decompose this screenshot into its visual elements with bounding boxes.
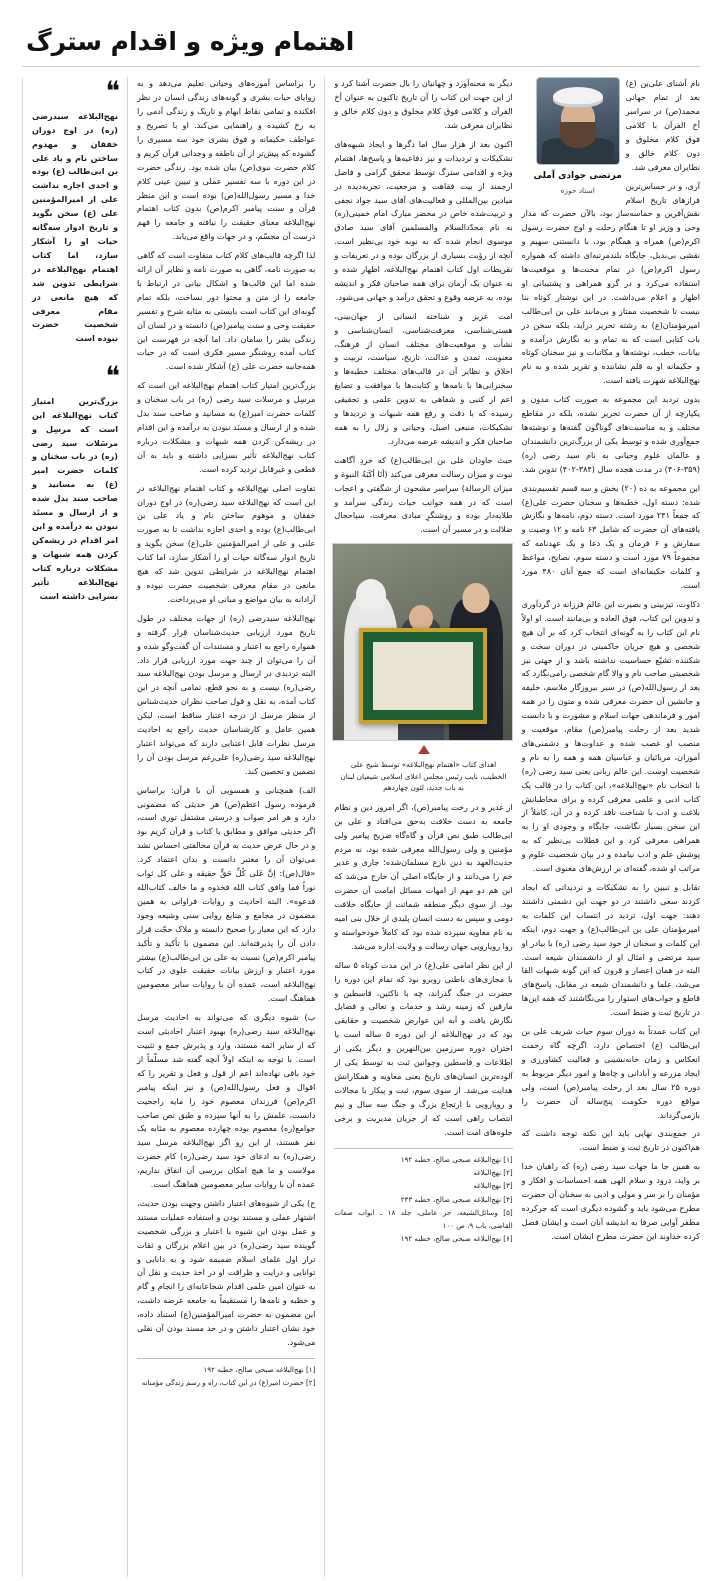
photo-award-ceremony — [332, 543, 512, 741]
paragraph: نام آشنای علی‌بن (ع) بعد از تمام جهانی محمد(ص) در سراسر أخ الفرآن با کلامی فوق کلام مخلوق و دون کلام خالق و نظایران معرفی شد. — [625, 78, 700, 172]
text-column-right — [137, 77, 315, 1577]
paragraph: ج) یکی از شیوه‌های اعتبار داشتن وجهت بودن حدیث، اشتهار عملی و مستند بودن و استفاده عملیات مستند و عمل بودن این شیوه با اعتبار و بزرگی شخصیت گوینده سید رضی(ره) در بین اعلام بزرگان و ثقات تراز اول علمای اسلام ضمیمه شود و به دانایی و توانایی و درایت و ظرافت او در اخذ حدیث و نقل آن به عنوان امین علمی اقدام شجاعانه‌ای را انجام و گام و خطبه و نامه‌ها را مستقیماً به جامعه عرضه داشت، این مضمون به حضرت امیرالمؤمنین(ع) استناد داده، خود نشان اعتبار داشتن و در حد مسند بودن آن نقلی می‌شود. — [137, 1197, 316, 1347]
cleric-portrait-avatar — [536, 77, 620, 165]
paragraph: به همین جا ما جهات سید رضی (ره) که راهبان خدا بر واید، درود و سلام الهی همه احساسات و افکار و مؤمنان را بر سر و مولی و ادبی به سخنان آن حضرت مطرح می‌شود باید و گشوده دیگری است که جرکرده مظفر آوایی صرفا به اندیشه آنان است و ایشان فضل کرده خداوند این حضرت مطرح ایشان است. — [521, 1161, 700, 1241]
paragraph: بزرگ‌ترین امتیاز کتاب اهتمام نهج‌البلاغه این است که مرسِل و مرسلات سید رضی (ره) در باب سخنان و کلمات حضرت امیر(ع) به مسانید و صاحب سند بدل شده و از ارسال و مسنَد نبودن به درآمده و این اقدام در ریشه‌کن کردن همه شبهات و مشکلات درباره کتاب نهج‌البلاغه تأثیر بسزایی داشته و باید به آن قطعی و غیرقابل تردید کرده است. — [137, 380, 316, 474]
pullquote-1 — [32, 76, 119, 346]
paragraph: این مجموعه به ده (۲۰) بخش و سه قسم تقسیم‌بندی شده: دسته اول، خطبه‌ها و سخنان حضرت علی(ع) که جمعاً ۲۴۱ مورد است. دسته دوم، نامه‌ها و نگارش یافته‌های آن حضرت که شامل ۶۳ نامه و ۱۲ وصیت و سفارش و ۶ فرمان و یک دعا و یک عهدنامه که مجموعاً ۷۹ مورد است و دسته سوم، نصایح، مواعظ و کلمات حکیمانه‌ای است که جمع آنان ۴۸۰ مورد است. — [521, 482, 700, 590]
avatar-beard — [560, 122, 596, 148]
author-name: مرتضی جوادی آملی — [533, 171, 622, 182]
article-body — [22, 77, 700, 1577]
pullquote-2-text: بزرگ‌ترین امتیاز کتاب نهج‌البلاغه این است که مرسِل و مرسَلات سید رضی (ره) در باب سخنان و کلمات حضرت امیر (ع) به مسانید و صاحب سند بدل شده و از ارسال و مسنَد نبودن به درآمده و این امر اقدام در ریشه‌کن کردن همه شبهات و مشکلات درباره کتاب نهج‌البلاغه تأثیر بسزایی داشته است — [32, 395, 119, 601]
paragraph: بدون تردید این مجموعه به صورت کتاب مدون و یکپارچه از آن حضرت تحریر نشده، بلکه در مقاطع مختلف و به مناسبت‌های گوناگون گفته‌ها و نوشته‌ها جمع‌آوری شده و توسط یکی از بزرگ‌ترین دانشمندان و عالمان علوم وحیانی به نام سید رضی (ره) (۳۵۹-۴۰۶) در مدت هجده سال (۳۸۴-۴۰۲) تدوین شد. — [521, 394, 700, 474]
paragraph: امت عزیز و شناخته انسانی از جهان‌بینی، هستی‌شناسی، معرفت‌شناسی، انسان‌شناسی و نشأت و موقعیت‌های مختلف انسان از فرهنگ، معنویت، تمدن و عدالت، تاریخ، سیاست، تربیت و اخلاق و نظایر آن در قالب‌های مختلف خطبه‌ها و سخنرانی‌ها با نامه‌ها و کتابت‌ها با موافقت و تضایغ اعم از کتبی و شفاهی به تدوین علمی و تحقیقی رسیده که با دقت و رفع همه شبهات و تردیدها و تشکیکات، منبعی اصیل، وحیانی و زلال را به همه صاحبان فکر و اندیشه عرضه می‌دارد. — [334, 310, 513, 446]
footnotes-middle — [334, 1148, 512, 1246]
paragraph: نهج‌البلاغه سیدرضی (ره) از جهات مختلف در طول تاریخ مورد ارزیابی حدیث‌شناسان قرار گرفته و همواره راجع به اعتبار و مستندات آن گفت‌وگو شده و آن را می‌توان از چند جهت مورد ارزیابی قرار داد. البته تردیدی در ارسال و مرسل بودن نهج‌البلاغه سید رضی(ره) نیست و به نحو قطع، تمامی آنچه در این کتاب آمده، به نقل و قول صاحب نظران حدیث‌شناس از منظر مرسل از درجه اعتبار ساقط است، لیکن همین عامل و کارشناسان حدیث راجع به احادیث مرسل نظرات قابل اعتنایی دارند که می‌تواند اعتبار نهج‌البلاغه سید رضی(ره) علی‌رغم مرسل بودن آن را تضمین و تحصین کند. — [137, 612, 316, 776]
paragraph: اکنون بعد از هزار سال اما دگرها و ایجاد شبهه‌های تشکیکات و تردیدات و نیز دفاعیه‌ها و پاسخ‌ها، اهتمام ویژه و اقدامی سترگ توسط محقق گرامی و فاضل ارجمند از بیت فقاهت و مرجعیت، تجربه‌دیده در میادین بین‌المللی و فعالیت‌های آقای سید جواد نجفی و تربیت‌شده خاص در محضر مبارک امام خمینی(ره) به نام مجدّدالسلام والمسلمین آقای سید صادق موسوی انجام شده که به نوبه خود بی‌نظیر است. آنچه از رؤیت بسیاری از بزرگان بوده و در تعریفات و تقریظات اول کتاب اهتمام نهج‌البلاغه، اظهار شده و به عنوان یک آرمان برای همه صاحبان فکر و اندیشه بوده، به عرضه وقوع و تحقق درآمد و جهانی می‌شود. — [334, 138, 513, 302]
paragraph: حیث جاودان علی بن ابی‌طالب(ع) که خردِ آگاهت نبوت و میزان رسالت معرفی می‌کند (أنَا أکَبَةُ النبوة و میزان الرسالة) سراسر مشحون از شگفتی و اعجاب است که در همه جوانب حیات زندگی سرآمد و طلایه‌دار بوده و روشنگرِ مبادی معرفت، سیاحجال ضلالت و در مسیر آن است. — [334, 454, 513, 535]
paragraph: تقابل و تبیین را به تشکیکات و تردیداتی که ایجاد کردند سعی داشتند در دو جهت این دشمنی داشتند دهند: جهت اول، تردید در انتساب این کلمات به امیرمؤمنان علی بن ابی‌طالب(ع) و جهت دوم، اینکه این کلمات و سخنان از خود سید رضی (ره) یا بیادر او سید مرتضی و امثال او از دانشمندان شیعه است. البته در همان اعصار و قرون که این گونه شبهات القا می‌شد، علما و دانشمندان شیعه در مقابل، پاسخ‌های قاطع و جواب‌های استوار را می‌نگاشتند که همه این‌ها در تاریخ ثبت و ضبط است. — [521, 882, 700, 1018]
up-arrow-icon — [418, 745, 430, 754]
paragraph: الف) همچنانی و همسویی آن با قرآن: براساس فرموده رسول اعظم(ص) هر حدیثی که مضمونی دارد و هر امر صواب و درستی مشتمل توری است، اگر حدیثی موافق و مطابق با کتاب و قرآن کریم بود و در حال عرض حدیث به قرآن مخالفتی احساس نشد می‌توان آن را معتبر دانست و بدان اعتماد کرد. «قال(ص): اِنَّ عَلی کُلِّ حَقٍّ حقیقه و علی کل ثواب نوراً فما وافق کتاب الله فخذوه و ما خالف کتاب‌الله فدعوه». البته احادیث و روایات فراوانی به همین مضمون در مجامع و منابع روایی سنی وشیعه وجود دارد که این معیار را صحیح دانسته و ملاک حجّت قرار دادن آن را پذیرفته‌اند. این مضمون با تأکید و تأکید پیامبر اکرم(ص) نسبت به علی بن ابی‌طالب(ع) بیشتر مورد اعتبار و ارزش بیانات حقیقت علوی در کتاب نهج‌البلاغه است، عمده آن با روایات سایر معصومین هماهنگ است. — [137, 784, 316, 1004]
column-divider — [324, 77, 325, 1577]
author-profile — [530, 77, 626, 197]
paragraph: لذا اگرچه قالب‌های کلام کتاب متفاوت است که گاهی به صورت نامه، گاهی به صورت نامه و نظایر آن ارائه شده اما این قالب‌ها و اشکال بیانی در ارتباط با جامعه را از متن و محتوا دور نساخت، بلکه تمام گونه‌ای این کتاب است بایستی به مثابه شرح و تفسیر حقیقت وحی و سنت پیامبر(ص) دانسته و در لسان آن زندگی بشر را سامان داد. اما آنچه در فهرست این کتاب آمده روشنگر مسیر فکری است که در حیات همه‌جانبه حضرت علی (ع) آشکار شده است. — [137, 250, 316, 372]
paragraph: ذکاوت، تیزبینی و بصیرت این عالم فرزانه در گردآوری و تدوین این کتاب، فوق العاده و بی‌مانند است. او اولاً نام این کتاب را به گونه‌ای انتخاب کرد که بر آن هیچ شخصی و هیچ جریان حاکمیتی در دوران سخت و شکننده تشیّع حساسیت نداشته باشد و از جهتی نیز شخصیتی صاحب نام و والا گام شخصی رامی‌نگارد که بعد از رسول‌الله(ص) در سیر بیروزگار ملاسم، خلیفه و جانشین آن حضرت معرفی شده و متون را در همه امور و فرماندهی جهات اسلام و مشورت و با دانست شدید بعد از رحلت پیامبر(ص) مقام، موقعیت و منصب او غصب شده و عداوت‌ها و دشمنی‌های آموزان، مربائیان و عباسیان همه و همه را به نام و شخصیت اوست. این عالم ربانی یعنی سید رضی (ره) با انتخاب نام «نهج‌البلاغه»، این کتاب را در قالب یک کتاب ادبی و علمی معرفی کرده و برای مخاطبانش بلاغت و ادب با شناخت ناقد کرده و در آن، کاملاً از این سخن بسیار نگاشت، جایگاه و وجودی او را به همراهی معرفی کرد و این فطلات بی‌نظیر که به پوشش علم و ادب نیامده و در بیان شخصیت علوم و مراتب او شده، گفته‌ای بر ارزش‌های معنوی است. — [521, 598, 700, 874]
avatar-turban — [553, 87, 603, 107]
footnote-item: [۱] نهج‌البلاغه صبحی صالح، خطبه ۱۹۲ — [203, 1364, 316, 1374]
pullquote-2 — [32, 361, 119, 603]
footnote-item: [۲] حضرت امیر(ع) در این کتاب، راه و رسم زندگی مؤمنانه — [141, 1378, 316, 1388]
footnote-item: [۵] وسائل‌الشیعه، حر عاملی، جلد ۱۸ ـ ابواب صفات القاضی، باب ۹، ص ۱۰۰ — [334, 1208, 513, 1230]
author-role: استاد حوزه — [560, 185, 595, 195]
footnote-item: [۶] نهج‌البلاغه صبحی صالح، خطبه ۱۹۲ — [400, 1233, 513, 1243]
paragraph: آری، و در حساس‌ترین فرازهای تاریخ اسلام نقش‌آفرین و حماسه‌ساز بود، بالآن حضرت که مدار وحی و وزیر او تا هنگام رحلت و اوج حضرت رسول اکرم(ص) همراه و همگام بود، با دانستنی سهیم و نقشی بی‌بدیل، جایگاه بلندمرتبه‌ای داشته که همواره رسول اکرم(ص) در تمام محنت‌ها و موقعیت‌ها استفاده می‌کرد و در گرو همراهی و پشتیبانی او اظهار و اعلام می‌داشت. در این نوشتار کوتاه بنا نیست تا شخصیت ممتاز و بی‌مانند علی بن ابی‌طالب امیرمؤمنان(ع) به رشته تحریر درآید، بلکه سخن در باب کتابی است که به تمام و به نگارش درآمده و بیانات، خطب، نوشته‌ها و مکاتبات و نیز سخنان کوتاه و حکیمانه او به قلم نشاننده و تقریر شده و به نام نهج‌البلاغه شهرت یافته است. — [521, 180, 700, 386]
paragraph: از این نظر امامی علی(ع) در این مدت کوتاه ۵ ساله با مجازی‌های باطنی روبرو بود که تمام این دوره را حضرت در جنگ گذراند، چه با ناکثین، قاسطین و مارقین که زمینه رشد و خدمات و تعالی و فضایل نگارش یافت و آبه این عوارض شخصیت و حقایقی بود که در نهج‌البلاغه از این دوره ۵ ساله است یا اختران دوره سرزمین بین‌النهرین و دیگر یکنی از اطلاعات و فاسطین وجوانین ثبت به توسط یکی از آلوده‌ترین انسان‌های تاریخ یعنی معاویه و همکارانش هدایت می‌شد. از سوی سوم، ثبت و پیکار با مجالات و رویارویی با ارتجاع بزرگ و جنگ سه سال و نیم انتصاب راهی است که از جریان مدیریت و برخی جلوه‌های امت است. — [334, 959, 513, 1137]
article-figure — [334, 543, 512, 794]
page-title: اهتمام ویژه و اقدام سترگ — [26, 27, 355, 56]
paragraph: را براساس آموزه‌های وحیانی تعلیم می‌دهد و به زوایای حیات بشری و گونه‌های زندگی انسان در نظر افکنده و تمامی نقاط ابهام و تاریک و زندگی آدمی را به رخ کشیده و راهنمایی می‌کند. او با تصریح و عواطف حکیمانه و فوق بشری خود سه مسیری را گشوده که پیش‌تر از آن ناطقه و وجدانی قرآن کریم و کلام حضرت نبوی(ص) بیان شده بود. زندگی حضرت در این دوره با سه تفسیر عملی و تبیین عینی کلام خدا و مسیر رسول‌الله(ص) بوده است و این منظر قرآن و سنت پیامبر اکرم(ص) بدون کتاب اهتمام نهج‌البلاغه معنای حقیقت را نیافته و جامعه را فهم درست آن مجسّم، و در جهات واقع می‌یابد. — [137, 78, 316, 242]
pullquote-1-text: نهج‌البلاغه سیدرضی (ره) در اوج دوران خفقان و مهدوم ساختن نام و یاد علی بن ابی‌طالب (ع) بوده و احدی اجازه نداشت علی از امیرالمؤمنین علی (ع) سخن بگوید و تاریخ ادوار سه‌گانه حیات او را آشکار سازد، اما کتاب اهتمام نهج‌البلاغه در شرایطی تدوین شد که هیچ مانعی در مقام معرفی شخصیت حضرت نبوده است — [32, 110, 119, 344]
gift-book-frame — [359, 628, 487, 724]
quote-marks-icon: ❝ — [105, 76, 119, 108]
paragraph: این کتاب عمدتاً به دوران سوم حیات شریف علی بن ابی‌طالب (ع) اختصاص دارد، اگرچه گاه رحمت انعکاس و زمان خانه‌نشینی و فعالیت کشاورزی و ایجاد مزرعه و آبادانی و چاه‌ها و امور دیگر مربوط به دوره ۲۵ سال بعد از رحلت پیامبر(ص) است، ولی مواقع دوره حکومت پنج‌ساله آن حضرت را بازمی‌گرداند. — [521, 1026, 700, 1120]
column-divider — [127, 77, 128, 1577]
text-column-left — [522, 77, 700, 1577]
paragraph: ب) شیوه دیگری که می‌تواند به احادیث مرسل نهج‌البلاغه سید رضی(ره) بهبود اعتبار احادیثی است که از سایر ائمه مستند، وارد و پذیرش جمع و تثبیت است. با توجه به اینکه اولاً آنچه گفته شد مسلّماً از خود باقی نهاده‌اند اعم از قول و فعل و تقریر را که اقوال و فعل رسول‌الله(ص) و نیز اینکه پیامبر اکرم(ص) فرزندان معصوم خود را مایه راجحیت دانست، علمش را به آنها سپرده و طبق نص صاحب جوامع(ره) معصوم بوده چهارده معصوم به مثابه یک نفر هستند، از این رو اگر نهج‌البلاغه مرسل سید رضی(ره) به ادعای خود سید رضی(ره) کام حضرت مولاست و ما هیچ امکان بررسی آن اتفاق نداریم، عمده آن با روایات سایر معصومین هماهنگ است. — [137, 1012, 316, 1190]
title-divider — [22, 66, 700, 67]
paragraph: تفاوت اصلی نهج‌البلاغه و کتاب اهتمام نهج‌البلاغه در این است که نهج‌البلاغه سید رضی(ره) در اوج دوران خفقان و موهوم ساختن نام و یاد علی بن ابی‌طالب(ع) بوده و احدی اجازه نداشت تا به صورت علنی و علی از امیرالمؤمنین علی(ع) سخن بگوید و تاریخ ادوار سه‌گانه حیات او را آشکار سازد، اما کتاب اهتمام نهج‌البلاغه در شرایطی تدوین شد که هیچ مانعی در مقام معرفی شخصیت حضرت نبوده و آزادانه به بیان مواضع و مبانی او می‌پرداخت. — [137, 482, 316, 604]
pullquote-rail — [32, 77, 118, 1577]
paragraph: در جمع‌بندی نهایی باید این نکته توجه داشت که هم‌اکنون در تاریخ ثبت و ضبط است. — [521, 1128, 700, 1153]
text-column-middle — [334, 77, 512, 1577]
quote-marks-icon: ❝ — [105, 361, 119, 393]
column-divider — [22, 77, 23, 1577]
page-header — [22, 26, 700, 73]
footnote-item: [۲] نهج‌البلاغه — [473, 1167, 513, 1177]
footnote-item: [۴] نهج‌البلاغه صبحی صالح، خطبه ۲۳۳ — [400, 1194, 513, 1204]
footnotes-right — [137, 1358, 315, 1390]
paragraph: از غدیر و در رخت پیامبر(ص)، اگر امروز دین و نظام جامعه به دست خلافت به‌حق می‌افتاد و علی بن ابی‌طالب طبق نص قرآن و گاه‌گاه صریح پیامبر ولی مؤمنین و ولی رسول‌الله معرفی شده بود، نه مردم حدیث‌العهد به دین نازع مسلمان‌شده؛ جاری و غدیر خم را می‌دانند و از جایگاه اصلی آن خارج می‌شد که این هم دو مهم از امهات مسائل امامت آن حضرت بود. از سوی دیگر منطقه شماتت از جایگاه خلافت دومی و سپس به دست انسان پلیدی از خلال بنی امیه به نام معاویه سپرده شده بود که کاملاً خودخواسته و روا رویارویی جهان رسالت و ولایت اداره می‌شد. — [334, 801, 513, 951]
footnote-item: [۱] نهج‌البلاغه صبحی صالح، خطبه ۱۹۲ — [400, 1154, 513, 1164]
paragraph: دیگر به محنه‌آورد و چهانیان را بال حضرت آشنا کرد و از این جهت این کتاب را آن تاریخ تاکنون به عنوان أخ الفرآن و کلامی فوق کلام مخلوق و دون کلام خالق و نظایران معرفی شد. — [334, 78, 513, 130]
figure-caption: اهدای کتاب «اهتمام نهج‌البلاغه» توسط شیخ علی الخطیب، نایب رئیس مجلس اعلای اسلامی شیعیان لبنان به باب جدید، لئون چهاردهم — [340, 760, 507, 793]
footnote-item: [۳] نهج‌البلاغه — [473, 1181, 513, 1191]
